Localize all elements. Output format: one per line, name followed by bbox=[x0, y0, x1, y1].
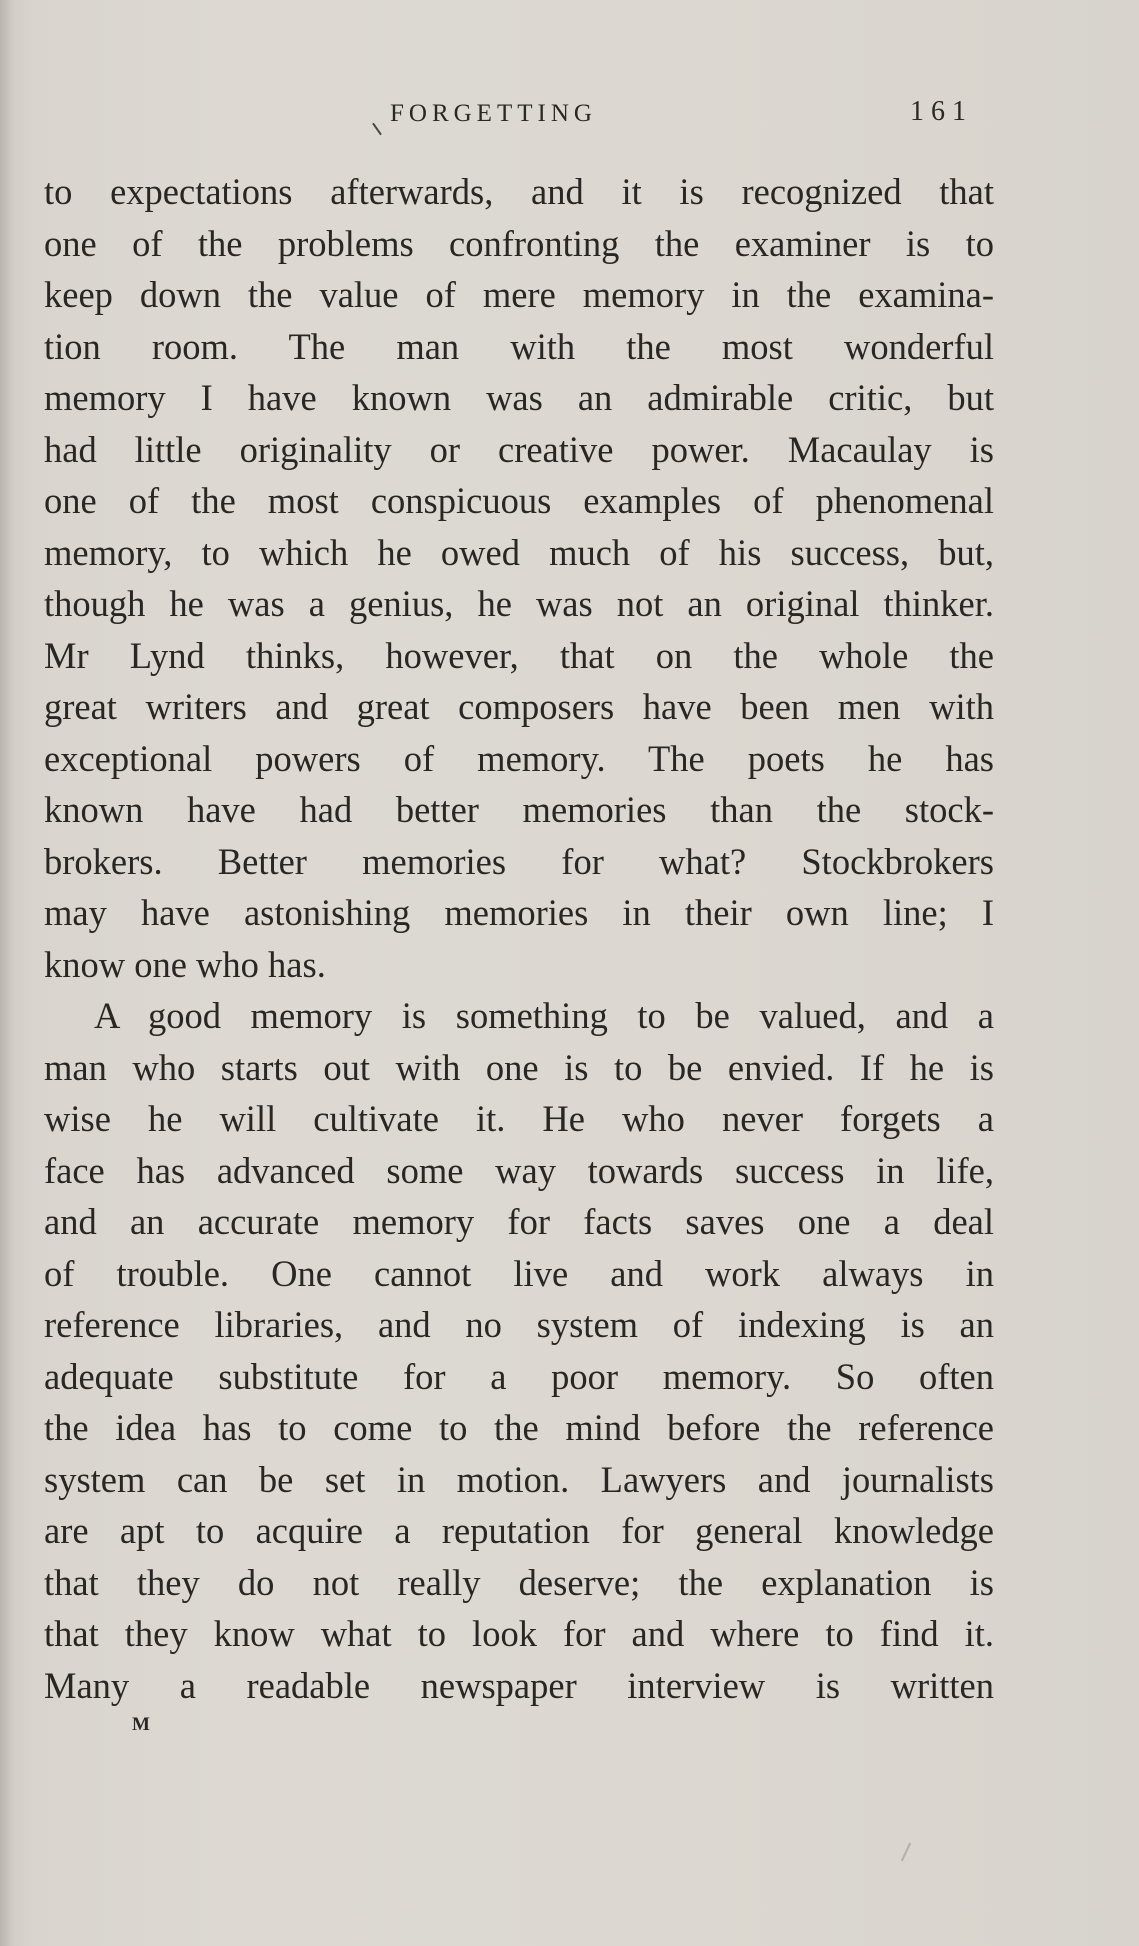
text-line: one of the most conspicuous examples of phenomenal bbox=[44, 480, 994, 521]
text-line: known have had better memories than the stock- bbox=[44, 789, 994, 830]
body-text bbox=[44, 166, 994, 1711]
text-line: the idea has to come to the mind before the reference bbox=[44, 1407, 994, 1448]
page-number: 161 bbox=[910, 96, 973, 127]
text-line: that they do not really deserve; the explanation is bbox=[44, 1561, 994, 1603]
text-line: great writers and great composers have been men with bbox=[44, 686, 994, 727]
text-line: brokers. Better memories for what? Stockbrokers bbox=[44, 840, 994, 882]
text-line: man who starts out with one is to be envied. If he is bbox=[44, 1046, 994, 1088]
text-line: exceptional powers of memory. The poets he has bbox=[44, 737, 994, 779]
text-line: are apt to acquire a reputation for general knowledge bbox=[44, 1510, 994, 1551]
text-line: Mr Lynd thinks, however, that on the whole the bbox=[44, 634, 994, 676]
text-line: system can be set in motion. Lawyers and journalists bbox=[44, 1458, 994, 1500]
text-line: memory I have known was an admirable critic, but bbox=[44, 377, 994, 418]
text-line: tion room. The man with the most wonderful bbox=[44, 325, 994, 367]
text-line: to expectations afterwards, and it is recognized that bbox=[44, 171, 994, 212]
text-line: that they know what to look for and where to find it. bbox=[44, 1613, 994, 1654]
signature-mark: M bbox=[132, 1714, 151, 1735]
text-line: keep down the value of mere memory in the examina- bbox=[44, 274, 994, 315]
text-line: memory, to which he owed much of his success, but, bbox=[44, 531, 994, 573]
text-line: though he was a genius, he was not an original thinker. bbox=[44, 583, 994, 624]
text-line: wise he will cultivate it. He who never forgets a bbox=[44, 1098, 994, 1139]
running-head bbox=[0, 96, 1139, 136]
text-line: face has advanced some way towards success in life, bbox=[44, 1149, 994, 1191]
text-line: reference libraries, and no system of indexing is an bbox=[44, 1304, 994, 1345]
text-line: and an accurate memory for facts saves one a deal bbox=[44, 1201, 994, 1242]
text-line: had little originality or creative power. Macaulay is bbox=[44, 428, 994, 470]
paragraph-1 bbox=[44, 166, 994, 990]
paragraph-2 bbox=[44, 990, 994, 1711]
text-line: adequate substitute for a poor memory. So often bbox=[44, 1355, 994, 1397]
pen-mark bbox=[372, 123, 382, 136]
chapter-title: FORGETTING bbox=[390, 100, 597, 127]
text-line: A good memory is something to be valued, and a bbox=[94, 995, 994, 1036]
text-line: one of the problems confronting the examiner is to bbox=[44, 222, 994, 264]
text-line: may have astonishing memories in their own line; I bbox=[44, 892, 994, 933]
text-line: Many a readable newspaper interview is written bbox=[44, 1664, 994, 1706]
paper-blemish bbox=[901, 1843, 911, 1862]
text-line: know one who has. bbox=[44, 943, 326, 985]
page-edge-shadow bbox=[0, 0, 14, 1946]
text-line: of trouble. One cannot live and work always in bbox=[44, 1252, 994, 1294]
